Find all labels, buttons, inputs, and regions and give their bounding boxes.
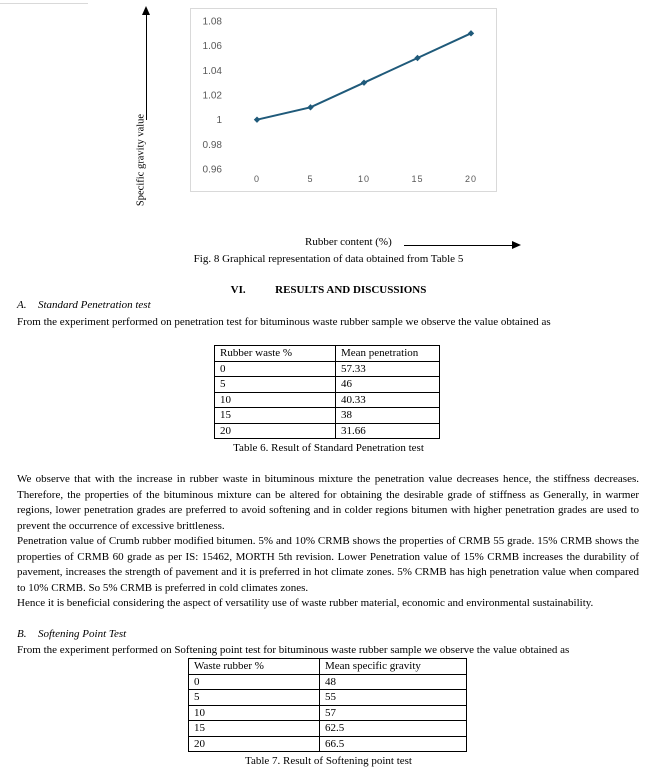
table-row xyxy=(189,690,467,706)
penetration-table xyxy=(214,345,440,439)
table-row xyxy=(215,377,440,393)
table-7-caption: Table 7. Result of Softening point test xyxy=(245,755,412,767)
y-tick-label: 0.96 xyxy=(202,164,222,176)
data-point-marker xyxy=(468,30,474,36)
x-axis-arrow-line xyxy=(404,245,514,246)
table-cell: 5 xyxy=(189,690,320,706)
table-cell: 15 xyxy=(189,721,320,737)
table-cell: 10 xyxy=(215,392,336,408)
table-cell: 66.5 xyxy=(320,736,467,752)
y-axis-arrow-line xyxy=(146,12,147,120)
section-a-intro: From the experiment performed on penetration test for bituminous waste rubber sample we observe the value obtained as xyxy=(17,316,551,328)
y-tick-label: 1 xyxy=(216,115,222,127)
table-header-cell: Mean penetration xyxy=(336,346,440,362)
table-row xyxy=(189,674,467,690)
x-tick-label: 5 xyxy=(307,174,314,184)
y-axis-label: Specific gravity value xyxy=(135,113,147,207)
table-row xyxy=(215,361,440,377)
section-title: RESULTS AND DISCUSSIONS xyxy=(275,284,427,296)
table-cell: 5 xyxy=(215,377,336,393)
table-6-caption: Table 6. Result of Standard Penetration test xyxy=(233,442,424,454)
top-rule xyxy=(0,0,88,4)
subsection-b-heading xyxy=(17,628,126,640)
section-heading xyxy=(0,284,657,296)
x-axis-arrow xyxy=(512,241,521,249)
y-tick-label: 1.06 xyxy=(202,41,222,53)
table-header-cell: Waste rubber % xyxy=(189,659,320,675)
data-point-marker xyxy=(414,55,420,61)
section-a-paragraph-2: Penetration value of Crumb rubber modified bitumen. 5% and 10% CRMB shows the properties of CRMB 55 grade. 15% CRMB shows the properties of CRMB 60 grade as per IS: 15462, MORTH 5th revision. Lower Penetration value of 15% CRMB increases the durability of pavement, increases the strength of pavement and it is preferred in hot climate zones. 5% CRMB has high penetration value when compared to 10% CRMB. So 5% CRMB is preferred in cold climates zones. xyxy=(17,535,639,594)
subsection-b-title: Softening Point Test xyxy=(38,628,127,640)
table-cell: 48 xyxy=(320,674,467,690)
table-cell: 38 xyxy=(336,408,440,424)
table-cell: 40.33 xyxy=(336,392,440,408)
table-row xyxy=(215,408,440,424)
subsection-a-number: A. xyxy=(17,299,27,311)
y-tick-label: 1.02 xyxy=(202,90,222,102)
table-cell: 62.5 xyxy=(320,721,467,737)
table-cell: 20 xyxy=(189,736,320,752)
subsection-a-heading xyxy=(17,299,151,311)
data-point-marker xyxy=(361,79,367,85)
table-cell: 0 xyxy=(189,674,320,690)
y-tick-label: 1.04 xyxy=(202,65,222,77)
y-tick-label: 0.98 xyxy=(202,139,222,151)
table-cell: 46 xyxy=(336,377,440,393)
table-cell: 20 xyxy=(215,423,336,439)
table-row xyxy=(189,705,467,721)
table-row xyxy=(189,721,467,737)
table-cell: 57 xyxy=(320,705,467,721)
section-b-intro: From the experiment performed on Softening point test for bituminous waste rubber sample we observe the value obtained as xyxy=(17,644,570,656)
y-axis-label-wrap xyxy=(131,108,151,212)
table-cell: 55 xyxy=(320,690,467,706)
table-row xyxy=(215,392,440,408)
table-header-row xyxy=(215,346,440,362)
line-chart xyxy=(191,9,496,191)
table-header-row xyxy=(189,659,467,675)
x-axis-label: Rubber content (%) xyxy=(305,236,392,248)
table-header-cell: Mean specific gravity xyxy=(320,659,467,675)
subsection-a-title: Standard Penetration test xyxy=(38,299,151,311)
softening-point-table xyxy=(188,658,467,752)
section-number: VI. xyxy=(230,284,246,296)
chart-frame xyxy=(190,8,497,192)
section-a-paragraph-3: Hence it is beneficial considering the aspect of versatility use of waste rubber material, economic and environmental sustainability. xyxy=(17,597,594,609)
x-tick-label: 10 xyxy=(357,174,371,184)
table-row xyxy=(215,423,440,439)
x-tick-label: 0 xyxy=(253,174,261,184)
series-line xyxy=(257,33,471,119)
table-cell: 57.33 xyxy=(336,361,440,377)
table-cell: 15 xyxy=(215,408,336,424)
y-tick-label: 1.08 xyxy=(202,16,222,28)
x-tick-label: 20 xyxy=(464,174,478,184)
figure-caption: Fig. 8 Graphical representation of data obtained from Table 5 xyxy=(193,253,464,265)
data-point-marker xyxy=(254,116,260,122)
table-cell: 31.66 xyxy=(336,423,440,439)
subsection-b-number: B. xyxy=(17,628,27,640)
data-point-marker xyxy=(307,104,313,110)
x-tick-label: 15 xyxy=(411,174,424,184)
table-row xyxy=(189,736,467,752)
table-cell: 0 xyxy=(215,361,336,377)
table-header-cell: Rubber waste % xyxy=(215,346,336,362)
table-cell: 10 xyxy=(189,705,320,721)
section-a-paragraph-1: We observe that with the increase in rubber waste in bituminous mixture the penetration value decreases hence, the stiffness decreases. Therefore, the properties of the bituminous mixture can be altered for obtaining the desirable grade of stiffness as Generally, in warmer regions, lower penetration grades are preferred to avoid softening and in colder regions bitumen with higher penetration grades are used to prevent the occurrence of excessive brittleness. xyxy=(17,473,639,532)
